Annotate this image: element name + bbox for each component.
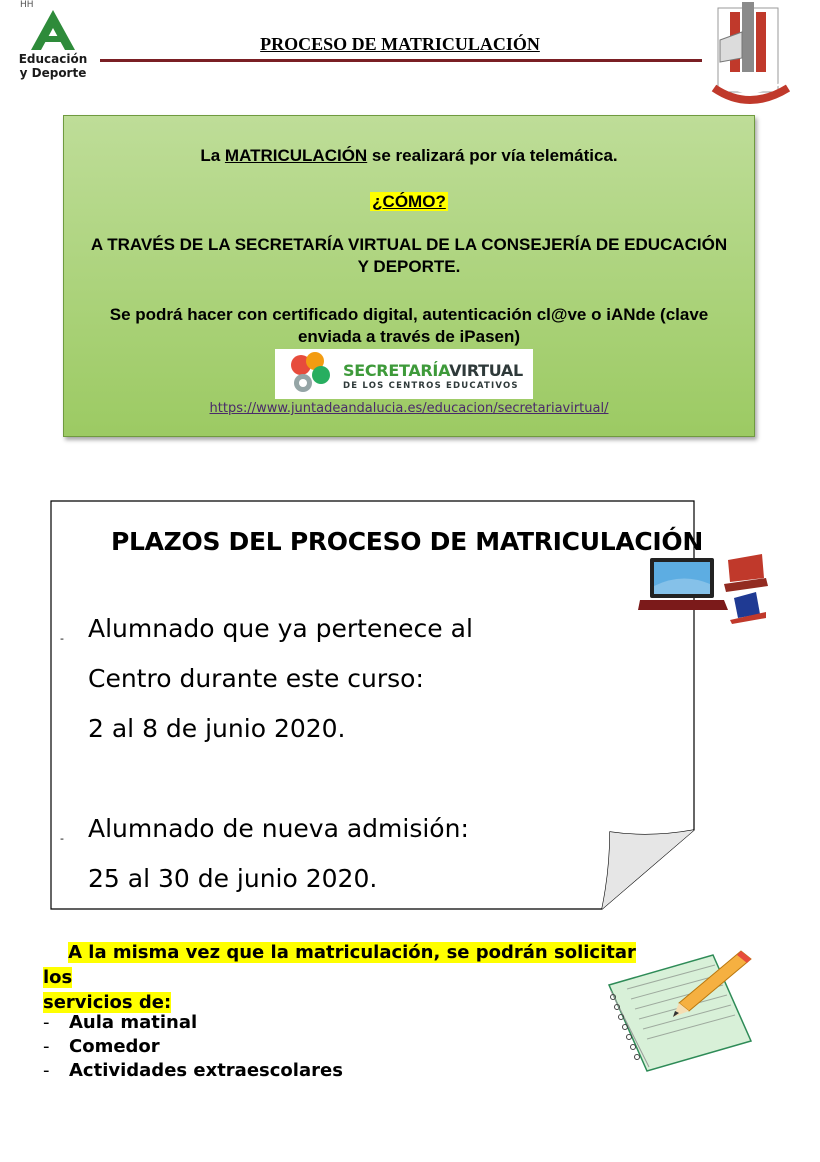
group2-date: 25 al 30 de junio 2020. [88,864,378,893]
secretaria-virtual-banner[interactable] [275,349,533,399]
banner-title: SECRETARÍAVIRTUAL [343,361,523,380]
notebook-pencil-icon [605,945,755,1075]
logo-line-2: y Deporte [19,66,87,80]
enrollment-info-box [63,115,755,437]
services-intro-line-2: servicios de: [43,992,172,1013]
title-rule [100,59,702,62]
junta-logo [18,8,88,80]
bullet-2: - [60,832,64,845]
corner-mark: HH [20,0,34,10]
group1-line-2: Centro durante este curso: [88,664,424,693]
banner-subtitle: DE LOS CENTROS EDUCATIVOS [343,381,519,391]
plazos-title: PLAZOS DEL PROCESO DE MATRICULACIÓN [110,527,704,556]
bullet-1: - [60,632,64,645]
services-intro [43,940,663,1015]
info-line-1: La MATRICULACIÓN se realizará por vía telemática. [200,146,618,165]
secretaria-virtual-logo-icon [281,349,341,399]
info-line-3: A TRAVÉS DE LA SECRETARÍA VIRTUAL DE LA CONSEJERÍA DE EDUCACIÓN Y DEPORTE. [90,235,728,276]
matriculacion-emphasis: MATRICULACIÓN [224,146,368,165]
info-line-4: Se podrá hacer con certificado digital, autenticación cl@ve o iANde (clave enviada a través de iPasen) [109,305,709,346]
logo-line-1: Educación [18,52,88,66]
junta-logo-icon [27,8,79,52]
service-item: - Comedor [43,1036,160,1057]
how-heading: ¿CÓMO? [372,192,446,211]
plazos-box [50,500,700,912]
service-item: - Actividades extraescolares [43,1060,343,1081]
page-title: PROCESO DE MATRICULACIÓN [260,34,540,54]
group2-line-1: Alumnado de nueva admisión: [88,814,469,843]
services-list [43,1012,343,1084]
group1-line-1: Alumnado que ya pertenece al [88,614,473,643]
service-item: - Aula matinal [43,1012,198,1033]
group1-date: 2 al 8 de junio 2020. [88,714,346,743]
laptop-icon [638,548,770,628]
services-intro-line-1: A la misma vez que la matriculación, se podrán solicitar los [43,942,636,988]
secretaria-virtual-link[interactable]: https://www.juntadeandalucia.es/educacion/secretariavirtual/ [209,401,609,416]
school-crest-icon [704,0,794,112]
